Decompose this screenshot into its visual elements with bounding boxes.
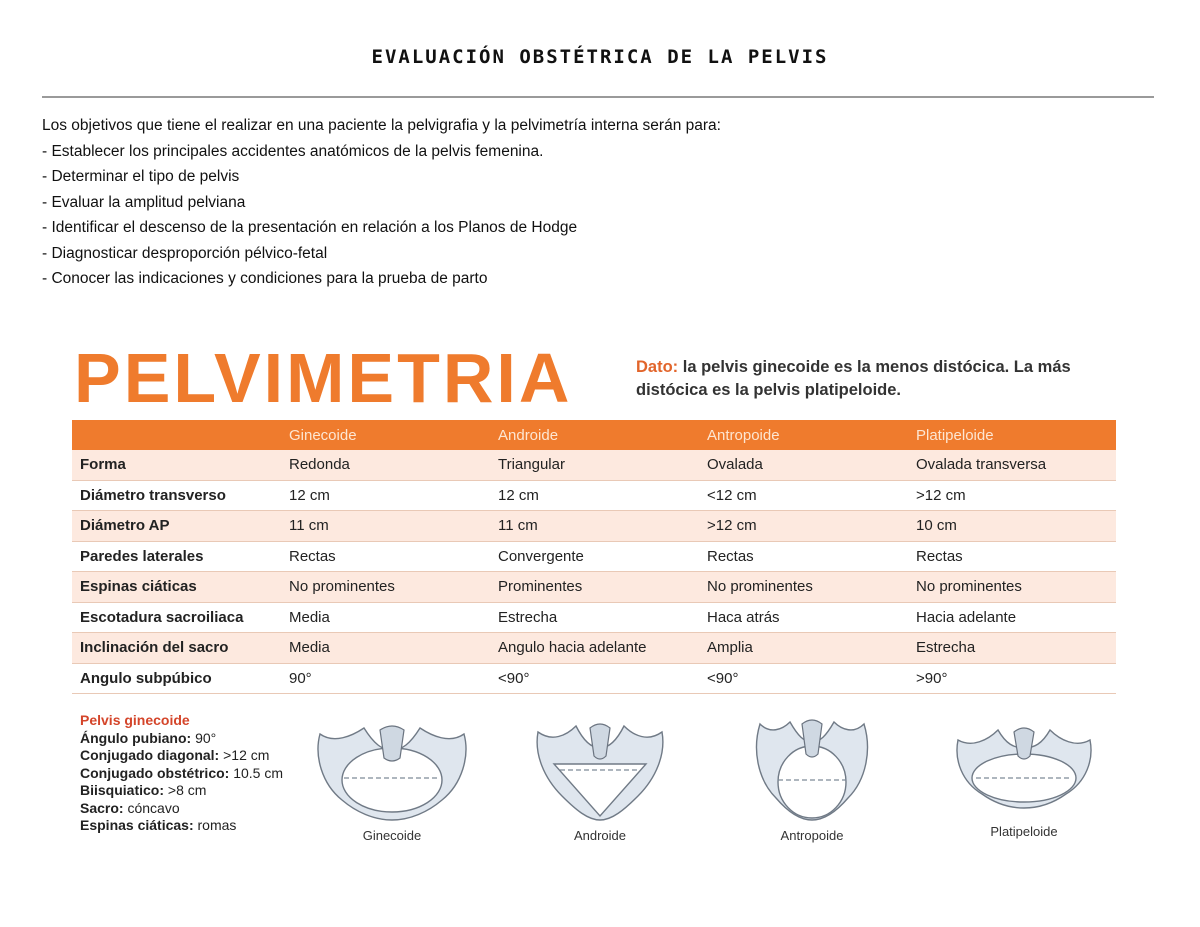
table-cell: Ovalada transversa (908, 450, 1116, 480)
table-header-cell: Androide (490, 420, 699, 450)
note-text: la pelvis ginecoide es la menos distócica. La más distócica es la pelvis platipeloide. (636, 358, 1071, 399)
ginecoide-item-key: Ángulo pubiano: (80, 729, 192, 746)
table-cell: 12 cm (281, 480, 490, 511)
figure-title: PELVIMETRIA (74, 339, 573, 417)
pelvis-illustration-ginecoide (312, 714, 472, 843)
table-row (72, 541, 1116, 572)
table-cell: >12 cm (699, 511, 908, 542)
table-cell: Media (281, 633, 490, 664)
ginecoide-heading: Pelvis ginecoide (80, 712, 190, 728)
ginecoide-item (80, 782, 320, 800)
ginecoide-item-key: Biisquiatico: (80, 782, 165, 798)
ginecoide-item-value: >12 cm (219, 747, 270, 763)
ginecoide-item (80, 747, 320, 765)
table-cell: Amplia (699, 633, 908, 664)
ginecoide-item-key: Conjugado obstétrico: (80, 764, 230, 781)
note-label: Dato: (636, 358, 679, 376)
table-cell: <90° (699, 663, 908, 694)
table-cell: Estrecha (490, 602, 699, 633)
table-row-label: Diámetro transverso (72, 480, 281, 511)
ginecoide-item-value: cóncavo (123, 799, 180, 816)
ginecoide-item-key: Sacro: (80, 799, 124, 816)
table-cell: Haca atrás (699, 602, 908, 633)
table-cell: Media (281, 602, 490, 633)
pelvis-platipeloide-icon (954, 710, 1094, 822)
table-cell: 90° (281, 663, 490, 694)
table-cell: 11 cm (490, 511, 699, 542)
table-header-cell: Ginecoide (281, 420, 490, 450)
table-row (72, 633, 1116, 664)
intro-line: - Diagnosticar desproporción pélvico-fetal (42, 244, 328, 262)
ginecoide-item (80, 730, 320, 748)
intro-line: - Establecer los principales accidentes anatómicos de la pelvis femenina. (42, 142, 544, 160)
page-title: EVALUACIÓN OBSTÉTRICA DE LA PELVIS (371, 46, 829, 68)
intro-line: - Determinar el tipo de pelvis (42, 168, 240, 185)
pelvimetria-figure (62, 336, 1126, 856)
ginecoide-item-key: Espinas ciáticas: (80, 817, 194, 833)
illustration-caption: Antropoide (780, 828, 844, 843)
table-row (72, 602, 1116, 633)
table-row (72, 450, 1116, 480)
table-row-label: Forma (72, 450, 281, 480)
pelvis-ginecoide-icon (312, 714, 472, 826)
table-row-label: Inclinación del sacro (72, 633, 281, 664)
table-cell: Rectas (908, 541, 1116, 572)
table-row (72, 572, 1116, 603)
intro-text (42, 113, 1042, 292)
pelvis-androide-icon (530, 714, 670, 826)
pelvis-illustration-androide (530, 714, 670, 843)
ginecoide-item-value: 90° (191, 729, 217, 746)
table-cell: <90° (490, 663, 699, 694)
illustration-caption: Androide (573, 828, 627, 843)
table-header-cell (72, 420, 281, 450)
ginecoide-item-key: Conjugado diagonal: (80, 747, 220, 763)
table-cell: No prominentes (908, 572, 1116, 603)
table-cell: Convergente (490, 541, 699, 572)
table-cell: Redonda (281, 450, 490, 480)
table-cell: Rectas (699, 541, 908, 572)
ginecoide-item (80, 800, 320, 818)
ginecoide-item (80, 765, 320, 783)
intro-line: Los objetivos que tiene el realizar en una paciente la pelvigrafia y la pelvimetría interna serán para: (42, 117, 721, 134)
table-row (72, 480, 1116, 511)
table-cell: No prominentes (281, 572, 490, 603)
table-cell: Rectas (281, 541, 490, 572)
table-cell: Angulo hacia adelante (490, 633, 699, 664)
table-cell: Estrecha (908, 633, 1116, 664)
table-header-cell: Antropoide (699, 420, 908, 450)
table-cell: Triangular (490, 450, 699, 480)
illustration-caption: Platipeloide (990, 824, 1058, 839)
table-row (72, 511, 1116, 542)
table-row-label: Diámetro AP (72, 511, 281, 542)
table-row (72, 663, 1116, 694)
figure-note (636, 356, 1116, 402)
intro-line: - Conocer las indicaciones y condiciones para la prueba de parto (42, 270, 488, 287)
intro-line: - Identificar el descenso de la presentación en relación a los Planos de Hodge (42, 219, 578, 236)
table-header-cell: Platipeloide (908, 420, 1116, 450)
ginecoide-item-value: >8 cm (164, 782, 207, 798)
table-cell: 11 cm (281, 511, 490, 542)
table-row-label: Espinas ciáticas (72, 572, 281, 603)
table-header-row (72, 420, 1116, 450)
table-cell: Prominentes (490, 572, 699, 603)
illustration-caption: Ginecoide (362, 828, 422, 843)
table-row-label: Angulo subpúbico (72, 663, 281, 694)
table-cell: >90° (908, 663, 1116, 694)
ginecoide-item-value: 10.5 cm (229, 764, 284, 781)
pelvis-antropoide-icon (742, 714, 882, 826)
table-row-label: Paredes laterales (72, 541, 281, 572)
table-cell: Hacia adelante (908, 602, 1116, 633)
table-row-label: Escotadura sacroiliaca (72, 602, 281, 633)
ginecoide-item (80, 817, 320, 835)
table-cell: Ovalada (699, 450, 908, 480)
table-cell: 12 cm (490, 480, 699, 511)
pelvis-comparison-table (72, 420, 1116, 694)
table-cell: <12 cm (699, 480, 908, 511)
title-divider (42, 96, 1154, 98)
ginecoide-details (80, 712, 320, 835)
ginecoide-item-value: romas (193, 817, 237, 833)
intro-line: - Evaluar la amplitud pelviana (42, 193, 246, 211)
table-cell: No prominentes (699, 572, 908, 603)
table-cell: >12 cm (908, 480, 1116, 511)
pelvis-illustration-antropoide (742, 714, 882, 843)
table-cell: 10 cm (908, 511, 1116, 542)
pelvis-illustration-platipeloide (954, 710, 1094, 839)
